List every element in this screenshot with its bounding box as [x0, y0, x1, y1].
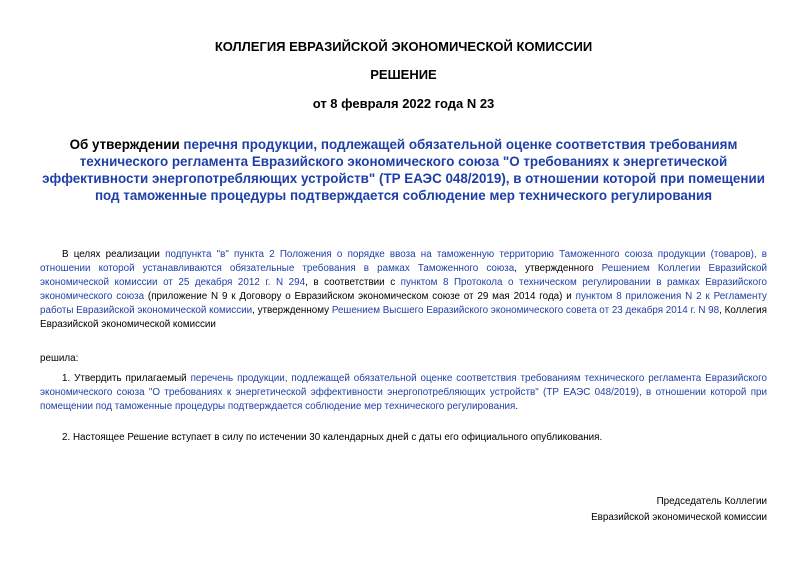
date-number-heading: от 8 февраля 2022 года N 23: [312, 96, 495, 111]
preamble-link-2[interactable]: Решением Коллегии Евразийской экономической комиссии от 25 декабря 2012 г. N 294: [40, 263, 767, 288]
preamble-link-3[interactable]: пунктом 8 Протокола о техническом регулировании в рамках Евразийского экономического союза: [40, 277, 768, 302]
item-2-paragraph: 2. Настоящее Решение вступает в силу по истечении 30 календарных дней с даты его официального опубликования.: [62, 432, 603, 443]
item-1-link[interactable]: перечень продукции, подлежащей обязательной оценке соответствия требованиям технического регламента Евразийского экономического союза "О требованиях к энергетической эффективности энергопотребляющих устройств" (ТР ЕАЭС 048/2019), в отношении которой при помещении под таможенные процедуры подтверждается соблюдение мер технического регулирования: [40, 373, 767, 412]
preamble-text-3: , в соответствии с: [305, 277, 401, 288]
decided-label: решила:: [40, 353, 79, 364]
preamble-link-4[interactable]: пунктом 8 приложения N 2 к Регламенту работы Евразийской экономической комиссии: [40, 291, 767, 316]
preamble-text-1: В целях реализации: [62, 249, 166, 260]
document-title: [40, 136, 767, 204]
preamble-text-6: , Коллегия Евразийской экономической комиссии: [40, 305, 767, 330]
title-link[interactable]: перечня продукции, подлежащей обязательной оценке соответствия требованиям технического регламента Евразийского экономического союза "О требованиях к энергетической эффективности энергопотребляющих устройств" (ТР ЕАЭС 048/2019), в отношении которой при помещении под таможенные процедуры подтверждается соблюдение мер технического регулирования: [42, 137, 765, 203]
signature-position: Председатель Коллегии: [656, 496, 767, 507]
preamble-paragraph: [40, 248, 767, 332]
preamble-link-1[interactable]: подпункта "в" пункта 2 Положения о порядке ввоза на таможенную территорию Таможенного союза продукции (товаров), в отношении которой устанавливаются обязательные требования в рамках Таможенного союза: [40, 249, 767, 274]
item-1-paragraph: [40, 372, 767, 414]
preamble-text-2: , утвержденного: [514, 263, 602, 274]
signature-organization: Евразийской экономической комиссии: [591, 512, 767, 523]
preamble-text-5: , утвержденному: [252, 305, 332, 316]
item-1-text-2: .: [515, 401, 519, 412]
document-type-heading: РЕШЕНИЕ: [370, 67, 437, 82]
title-prefix: Об утверждении: [69, 137, 184, 152]
preamble-link-5[interactable]: Решением Высшего Евразийского экономического совета от 23 декабря 2014 г. N 98: [331, 305, 720, 316]
preamble-text-4: (приложение N 9 к Договору о Евразийском экономическом союзе от 29 мая 2014 года) и: [144, 291, 576, 302]
organization-heading: КОЛЛЕГИЯ ЕВРАЗИЙСКОЙ ЭКОНОМИЧЕСКОЙ КОМИССИИ: [214, 39, 593, 54]
item-1-text-1: 1. Утвердить прилагаемый: [62, 373, 191, 384]
